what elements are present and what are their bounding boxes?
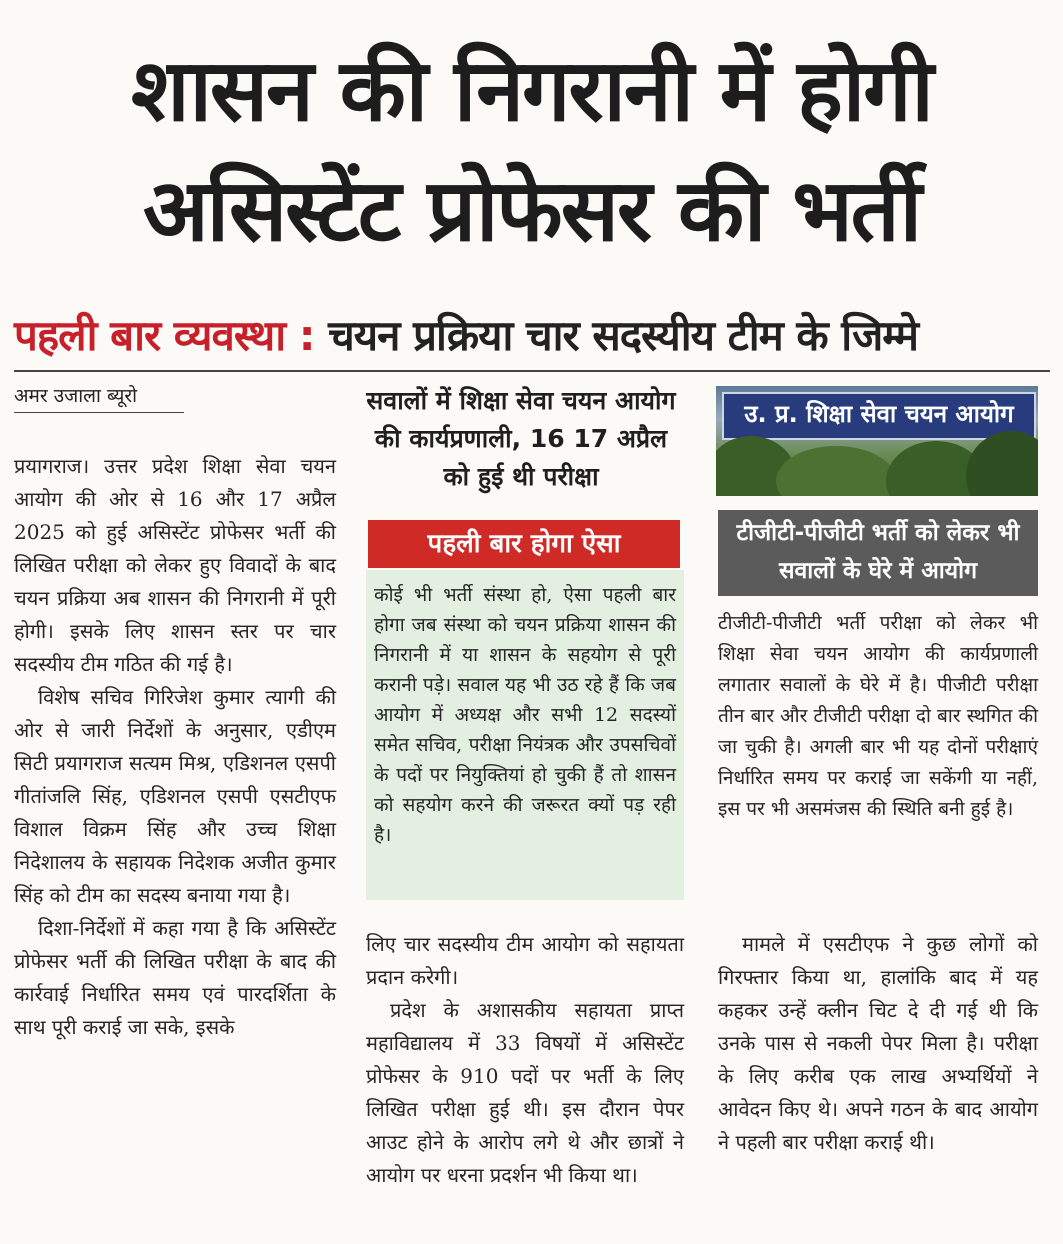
- sidebar-box-text-column: [718, 608, 1038, 825]
- headline-line-2: असिस्टेंट प्रोफेसर की भर्ती: [143, 161, 920, 261]
- headline-line-1: शासन की निगरानी में होगी: [131, 41, 932, 141]
- article-paragraph: प्रयागराज। उत्तर प्रदेश शिक्षा सेवा चयन आयोग की ओर से 16 और 17 अप्रैल 2025 को हुई असिस्टेंट प्रोफेसर भर्ती की लिखित परीक्षा को लेकर हुए विवादों के बाद चयन प्रक्रिया अब शासन की निगरानी में पूरी होगी। इसके लिए शासन स्तर पर चार सदस्यीय टीम गठित की गई है।: [14, 454, 336, 676]
- divider: [14, 370, 1050, 372]
- subheadline: [14, 311, 1054, 360]
- article-column-2: [366, 928, 684, 1192]
- highlight-box-title: पहली बार होगा ऐसा: [368, 520, 680, 568]
- photo-signboard: उ. प्र. शिक्षा सेवा चयन आयोग: [722, 392, 1036, 440]
- highlight-box: [366, 570, 684, 900]
- article-paragraph: लिए चार सदस्यीय टीम आयोग को सहायता प्रदान करेगी।: [366, 932, 684, 989]
- article-paragraph: प्रदेश के अशासकीय सहायता प्राप्त महाविद्यालय में 33 विषयों में असिस्टेंट प्रोफेसर के 910 पदों पर भर्ती के लिए लिखित परीक्षा हुई थी। इस दौरान पेपर आउट होने के आरोप लगे थे और छात्रों ने आयोग पर धरना प्रदर्शन भी किया था।: [366, 998, 684, 1187]
- sub-headline-middle: सवालों में शिक्षा सेवा चयन आयोग की कार्यप्रणाली, 16 17 अप्रैल को हुई थी परीक्षा: [366, 386, 676, 491]
- subheadline-label: पहली बार व्यवस्था :: [14, 311, 315, 360]
- subheadline-text: चयन प्रक्रिया चार सदस्यीय टीम के जिम्मे: [328, 311, 918, 360]
- article-paragraph: मामले में एसटीएफ ने कुछ लोगों को गिरफ्तार किया था, हालांकि बाद में यह कहकर उन्हें क्लीन चिट दे दी गई थी कि उनके पास से नकली पेपर मिला है। परीक्षा के लिए करीब एक लाख अभ्यर्थियों ने आवेदन किए थे। अपने गठन के बाद आयोग ने पहली बार परीक्षा कराई थी।: [718, 932, 1038, 1154]
- tree-shape: [966, 431, 1038, 496]
- article-column-3: [718, 928, 1038, 1159]
- byline: अमर उजाला ब्यूरो: [14, 385, 138, 407]
- tree-shape: [776, 446, 896, 496]
- byline-rule: [14, 412, 184, 413]
- article-paragraph: विशेष सचिव गिरिजेश कुमार त्यागी की ओर से जारी निर्देशों के अनुसार, एडीएम सिटी प्रयागराज सत्यम मिश्र, एडिशनल एसपी गीतांजलि सिंह, एडिशनल एसपी एसटीएफ विशाल विक्रम सिंह और उच्च शिक्षा निदेशालय के सहायक निदेशक अजीत कुमार सिंह को टीम का सदस्य बनाया गया है।: [14, 685, 336, 907]
- sidebar-box-text: टीजीटी-पीजीटी भर्ती परीक्षा को लेकर भी शिक्षा सेवा चयन आयोग की कार्यप्रणाली लगातार सवालों के घेरे में है। पीजीटी परीक्षा तीन बार और टीजीटी परीक्षा दो बार स्थगित की जा चुकी है। अगली बार भी यह दोनों परीक्षाएं निर्धारित समय पर कराई जा सकेंगी या नहीं, इस पर भी असमंजस की स्थिति बनी हुई है।: [718, 612, 1038, 820]
- commission-building-photo: [716, 386, 1038, 496]
- highlight-box-text: कोई भी भर्ती संस्था हो, ऐसा पहली बार होगा जब संस्था को चयन प्रक्रिया शासन की निगरानी में या शासन के सहयोग से पूरी करानी पड़े। सवाल यह भी उठ रहे हैं कि जब आयोग में अध्यक्ष और सभी 12 सदस्यों समेत सचिव, परीक्षा नियंत्रक और उपसचिवों के पदों पर नियुक्तियां हो चुकी हैं तो शासन को सहयोग करने की जरूरत क्यों पड़ रही है।: [374, 584, 676, 846]
- article-paragraph: दिशा-निर्देशों में कहा गया है कि असिस्टेंट प्रोफेसर भर्ती की लिखित परीक्षा के बाद की कार्रवाई निर्धारित समय एवं पारदर्शिता के साथ पूरी कराई जा सके, इसके: [14, 916, 336, 1039]
- article-column-1: [14, 450, 336, 1044]
- sidebar-box-title: टीजीटी-पीजीटी भर्ती को लेकर भी सवालों के घेरे में आयोग: [718, 510, 1038, 596]
